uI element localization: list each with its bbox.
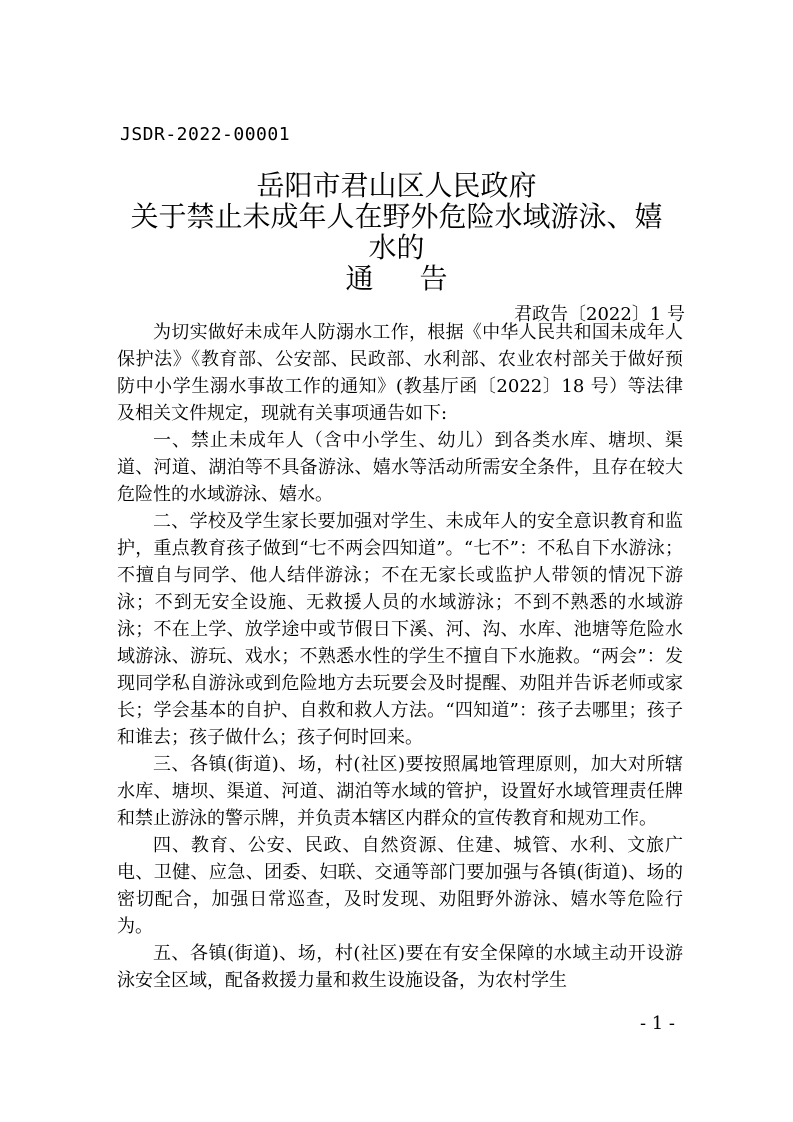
paragraph-intro: 为切实做好未成年人防溺水工作，根据《中华人民共和国未成年人保护法》《教育部、公安部、民政部、水利部、农业农村部关于做好预防中小学生溺水事故工作的通知》(教基厅函〔2022〕18 号）等法律及相关文件规定，现就有关事项通告如下: bbox=[117, 322, 683, 424]
document-title bbox=[100, 170, 693, 294]
paragraph-item-2: 二、学校及学生家长要加强对学生、未成年人的安全意识教育和监护，重点教育孩子做到“七不两会四知道”。“七不”：不私自下水游泳；不擅自与同学、他人结伴游泳；不在无家长或监护人带领的情况下游泳；不到无安全设施、无救援人员的水域游泳；不到不熟悉的水域游泳；不在上学、放学途中或节假日下溪、河、沟、水库、池塘等危险水域游泳、游玩、戏水；不熟悉水性的学生不擅自下水施救。“两会”：发现同学私自游泳或到危险地方去玩要会及时提醒、劝阻并告诉老师或家长；学会基本的自护、自救和救人方法。“四知道”：孩子去哪里；孩子和谁去；孩子做什么；孩子何时回来。 bbox=[117, 511, 683, 748]
paragraph-item-1: 一、禁止未成年人（含中小学生、幼儿）到各类水库、塘坝、渠道、河道、湖泊等不具备游泳、嬉水等活动所需安全条件，且存在较大危险性的水域游泳、嬉水。 bbox=[117, 430, 683, 505]
issuance-number: 君政告〔2022〕1 号 bbox=[514, 304, 685, 325]
title-line-subject-cont: 水的 bbox=[368, 231, 425, 264]
paragraph-item-5: 五、各镇(街道)、场，村(社区)要在有安全保障的水域主动开设游泳安全区域，配备救援力量和救生设施设备，为农村学生 bbox=[117, 943, 683, 991]
title-line-notice: 通告 bbox=[345, 262, 494, 295]
page-number: - 1 - bbox=[639, 1013, 675, 1034]
paragraph-item-4: 四、教育、公安、民政、自然资源、住建、城管、水利、文旅广电、卫健、应急、团委、妇联、交通等部门要加强与各镇(街道)、场的密切配合，加强日常巡查，及时发现、劝阻野外游泳、嬉水等危险行为。 bbox=[117, 835, 683, 937]
document-body bbox=[117, 319, 683, 994]
paragraph-item-3: 三、各镇(街道)、场，村(社区)要按照属地管理原则，加大对所辖水库、塘坝、渠道、河道、湖泊等水域的管护，设置好水域管理责任牌和禁止游泳的警示牌，并负责本辖区内群众的宣传教育和规劝工作。 bbox=[117, 754, 683, 829]
document-number: JSDR-2022-00001 bbox=[120, 124, 291, 145]
title-line-subject: 关于禁止未成年人在野外危险水域游泳、嬉 bbox=[130, 200, 663, 233]
title-line-issuer: 岳阳市君山区人民政府 bbox=[256, 169, 537, 202]
